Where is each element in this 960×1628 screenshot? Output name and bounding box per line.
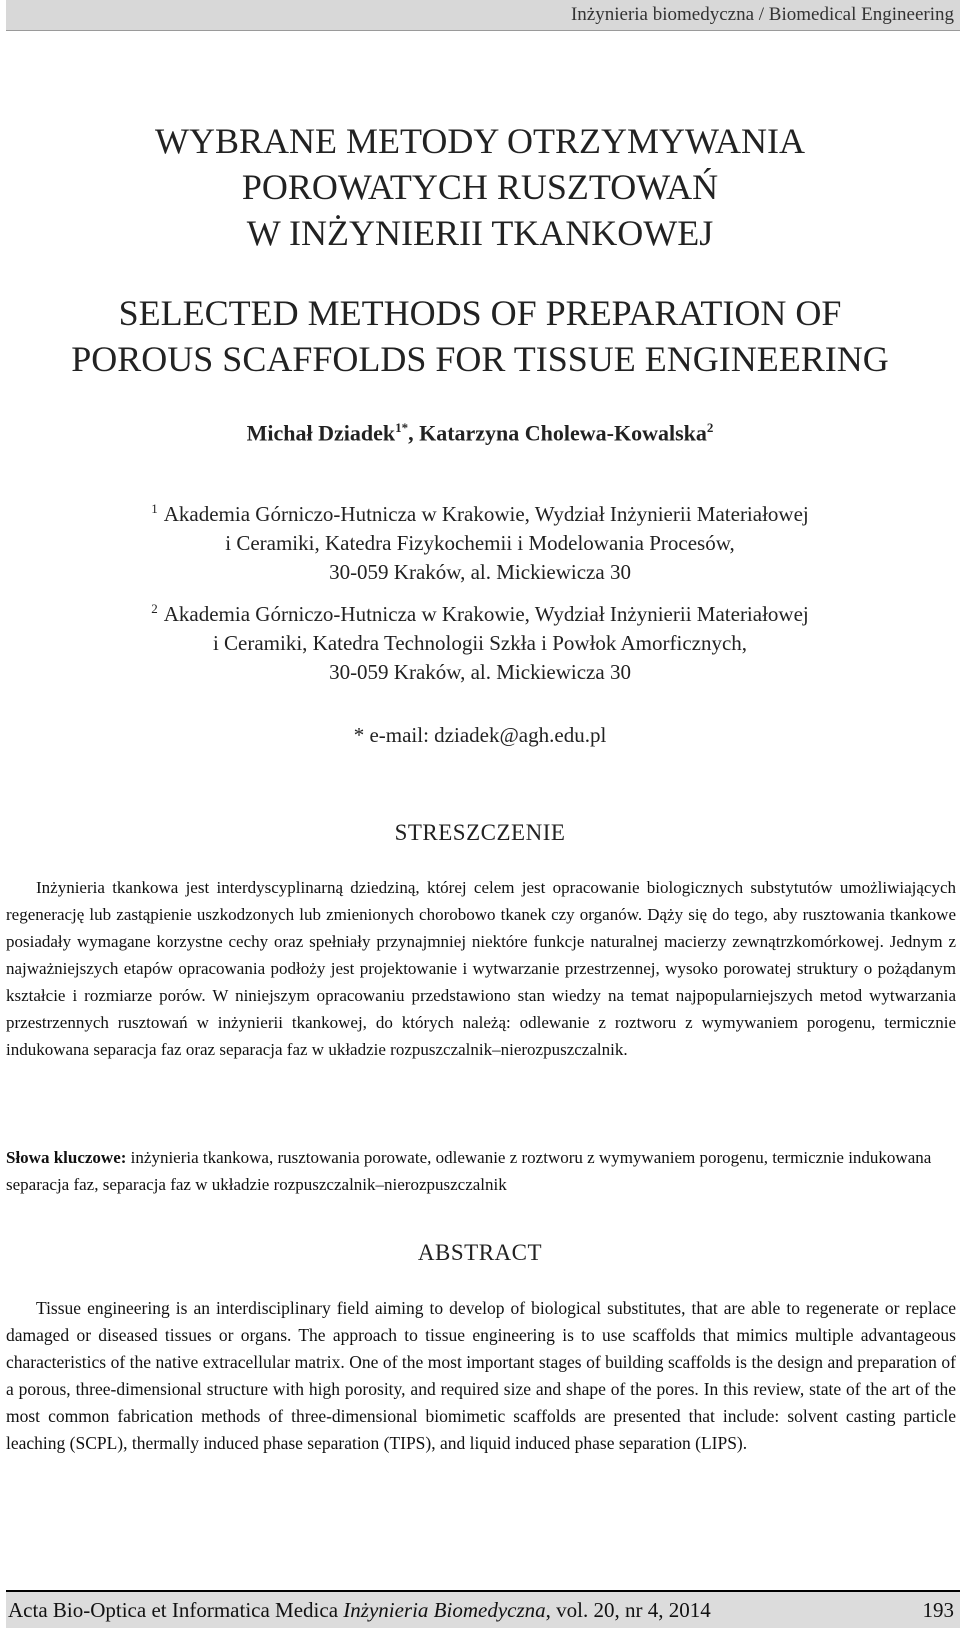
page-number: 193	[922, 1598, 954, 1622]
author-1-affil: 1*	[395, 420, 409, 435]
footer-journal-italic: Inżynieria Biomedyczna	[343, 1598, 546, 1622]
streszczenie-heading: STRESZCZENIE	[394, 820, 566, 845]
title-pl-line-3: W INŻYNIERII TKANKOWEJ	[246, 213, 714, 253]
footer	[6, 1590, 960, 1628]
author-2: Katarzyna Cholewa-Kowalska	[419, 420, 707, 446]
author-1: Michał Dziadek	[246, 420, 396, 446]
affiliation-1-line-1: Akademia Górniczo-Hutnicza w Krakowie, Wydział Inżynierii Materiałowej	[163, 502, 809, 526]
affiliation-1-line-3: 30-059 Kraków, al. Mickiewicza 30	[329, 560, 631, 584]
footer-journal	[8, 1598, 711, 1623]
title-en-line-1: SELECTED METHODS OF PREPARATION OF	[118, 293, 842, 333]
author-separator: ,	[408, 420, 420, 446]
affiliation-1-line-2: i Ceramiki, Katedra Fizykochemii i Modelowania Procesów,	[225, 531, 735, 555]
affiliation-2-line-3: 30-059 Kraków, al. Mickiewicza 30	[329, 660, 631, 684]
title-english	[0, 290, 960, 382]
keywords-text: inżynieria tkankowa, rusztowania porowate, odlewanie z roztworu z wymywaniem porogenu, termicznie indukowana separacja faz, separacja faz w układzie rozpuszczalnik–nierozpuszczalnik	[6, 1148, 932, 1194]
running-header	[6, 0, 960, 31]
affiliation-2-line-2: i Ceramiki, Katedra Technologii Szkła i Powłok Amorficznych,	[212, 631, 748, 655]
authors	[0, 420, 960, 446]
title-pl-line-1: WYBRANE METODY OTRZYMYWANIA	[155, 121, 805, 161]
running-header-text: Inżynieria biomedyczna / Biomedical Engineering	[570, 4, 954, 25]
contact-email: * e-mail: dziadek@agh.edu.pl	[353, 723, 607, 747]
affiliation-2-number: 2	[151, 601, 158, 616]
title-en-line-2: POROUS SCAFFOLDS FOR TISSUE ENGINEERING	[71, 339, 889, 379]
affiliation-2	[0, 594, 960, 687]
keywords-label: Słowa kluczowe:	[6, 1148, 127, 1167]
abstract-text: Tissue engineering is an interdisciplinary field aiming to develop of biological substitutes, that are able to regenerate or replace damaged or diseased tissues or organs. The approach to tissue engineering is to use scaffolds that mimics multiple advantageous characteristics of the native extracellular matrix. One of the most important stages of building scaffolds is the design and preparation of a porous, three-dimensional structure with high porosity, and required size and shape of the pores. In this review, state of the art of the most common fabrication methods of three-dimensional biomimetic scaffolds are presented that include: solvent casting particle leaching (SCPL), thermally induced phase separation (TIPS), and liquid induced phase separation (LIPS).	[6, 1298, 956, 1453]
footer-journal-suffix: , vol. 20, nr 4, 2014	[545, 1598, 711, 1622]
author-2-affil: 2	[706, 420, 714, 435]
affiliation-1	[0, 494, 960, 587]
streszczenie-text: Inżynieria tkankowa jest interdyscyplinarną dziedziną, której celem jest opracowanie biologicznych substytutów umożliwiających regenerację lub zastąpienie uszkodzonych lub zmienionych chorobowo tkanek czy organów. Dąży się do tego, aby rusztowania tkankowe posiadały wymagane korzystne cechy oraz spełniały przynajmniej niektóre funkcje naturalnej macierzy zewnątrzkomórkowej. Jednym z najważniejszych etapów opracowania podłoży jest projektowanie i wytwarzanie przestrzennej, wysoko porowatej struktury o pożądanym kształcie i rozmiarze porów. W niniejszym opracowaniu przedstawiono stan wiedzy na temat najpopularniejszych metod wytwarzania przestrzennych rusztowań w inżynierii tkankowej, do których należą: odlewanie z roztworu z wymywaniem porogenu, termicznie indukowana separacja faz oraz separacja faz w układzie rozpuszczalnik–nierozpuszczalnik.	[6, 878, 956, 1059]
abstract-heading: ABSTRACT	[417, 1240, 543, 1265]
affiliation-2-line-1: Akademia Górniczo-Hutnicza w Krakowie, Wydział Inżynierii Materiałowej	[163, 602, 809, 626]
keywords	[6, 1144, 956, 1198]
footer-journal-prefix: Acta Bio-Optica et Informatica Medica	[8, 1598, 344, 1622]
affiliation-1-number: 1	[151, 501, 158, 516]
title-pl-line-2: POROWATYCH RUSZTOWAŃ	[241, 167, 719, 207]
title-polish	[0, 118, 960, 256]
